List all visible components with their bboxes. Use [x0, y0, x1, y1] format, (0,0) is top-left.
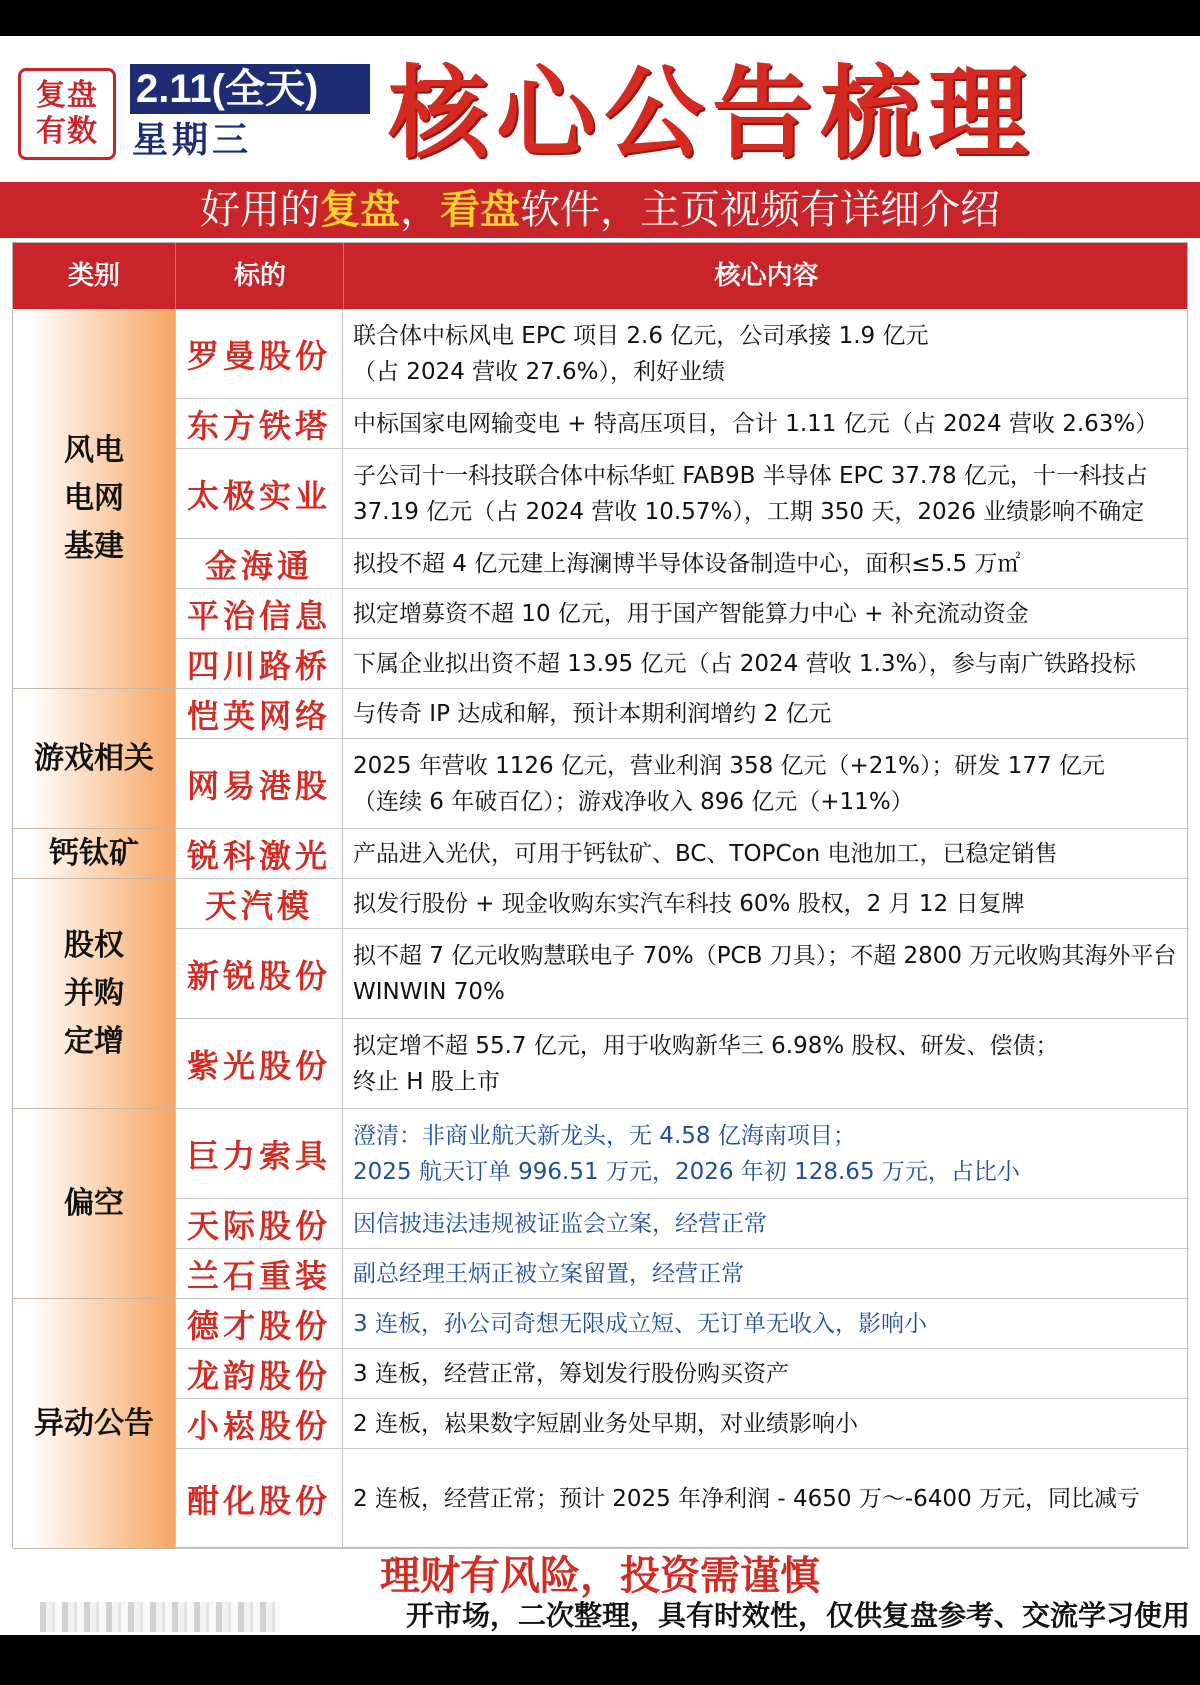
risk-warning: 理财有风险，投资需谨慎 [380, 1553, 820, 1599]
content-line: 2025 年营收 1126 亿元，营业利润 358 亿元（+21%）；研发 177 亿元 [353, 752, 1105, 779]
category-label: 钙钛矿 [49, 835, 139, 871]
stock-name: 紫光股份 [175, 1019, 343, 1108]
category-label: 股权 并购 定增 [64, 927, 124, 1059]
stock-name: 东方铁塔 [175, 399, 343, 448]
category-cell [13, 689, 175, 829]
category-cell [13, 1109, 175, 1299]
seal-line-1: 复盘 [36, 78, 98, 113]
table-row [175, 1249, 1189, 1299]
banner-text-3: 软件，主页视频有详细介绍 [520, 187, 1000, 233]
content-line: 下属企业拟出资不超 13.95 亿元（占 2024 营收 1.3%），参与南广铁路投标 [353, 650, 1136, 677]
content-line: 与传奇 IP 达成和解，预计本期利润增约 2 亿元 [353, 700, 832, 727]
category-cell [13, 1299, 175, 1549]
category-cell [13, 879, 175, 1109]
page-title: 核心公告梳理 [388, 55, 1036, 172]
table-row [175, 1449, 1189, 1549]
header-category: 类别 [67, 261, 120, 291]
stock-name: 锐科激光 [175, 829, 343, 878]
content-line: 37.19 亿元（占 2024 营收 10.57%），工期 350 天，2026 业绩影响不确定 [353, 498, 1145, 525]
category-cell [13, 829, 175, 879]
table-row [175, 449, 1189, 539]
promo-banner [0, 182, 1200, 238]
table-row [175, 929, 1189, 1019]
stock-name: 酣化股份 [175, 1449, 343, 1548]
announcement-content [343, 1349, 1189, 1398]
table-row [175, 689, 1189, 739]
page [0, 36, 1200, 1635]
disclaimer: 开市场，二次整理，具有时效性，仅供复盘参考、交流学习使用 [405, 1599, 1190, 1632]
content-line: 副总经理王炳正被立案留置，经营正常 [353, 1260, 744, 1287]
announcement-content [343, 689, 1189, 738]
content-line: WINWIN 70% [353, 978, 505, 1005]
logo-seal [18, 68, 116, 160]
table-row [175, 639, 1189, 689]
table-row [175, 1199, 1189, 1249]
table-row [175, 1109, 1189, 1199]
banner-highlight-2: 看盘 [440, 187, 520, 233]
content-line: 因信披违法违规被证监会立案，经营正常 [353, 1210, 767, 1237]
announcement-content [343, 1299, 1189, 1348]
content-line: 拟投不超 4 亿元建上海澜博半导体设备制造中心，面积≤5.5 万㎡ [353, 550, 1021, 577]
announcement-content [343, 929, 1189, 1018]
content-line: 子公司十一科技联合体中标华虹 FAB9B 半导体 EPC 37.78 亿元，十一科技占 [353, 462, 1148, 489]
stock-name: 四川路桥 [175, 639, 343, 688]
banner-text-1: 好用的 [200, 187, 320, 233]
stock-name: 天汽模 [175, 879, 343, 928]
content-line: 终止 H 股上市 [353, 1068, 500, 1095]
table-row [175, 829, 1189, 879]
content-line: 2 连板，崧果数字短剧业务处早期，对业绩影响小 [353, 1410, 858, 1437]
header-content: 核心内容 [343, 243, 1189, 309]
content-line: 拟定增不超 55.7 亿元，用于收购新华三 6.98% 股权、研发、偿债； [353, 1032, 1059, 1059]
table-row [175, 399, 1189, 449]
header-stock: 标的 [175, 243, 344, 309]
stock-name: 德才股份 [175, 1299, 343, 1348]
announcement-content [343, 309, 1189, 398]
table-row [175, 309, 1189, 399]
content-line: 3 连板，经营正常，筹划发行股份购买资产 [353, 1360, 789, 1387]
table-row [175, 539, 1189, 589]
announcement-content [343, 589, 1189, 638]
table-row [175, 1299, 1189, 1349]
table-row [175, 879, 1189, 929]
announcement-content [343, 1399, 1189, 1448]
announcement-content [343, 739, 1189, 828]
content-line: 联合体中标风电 EPC 项目 2.6 亿元，公司承接 1.9 亿元 [353, 322, 929, 349]
category-label: 偏空 [64, 1185, 124, 1221]
weekday: 星期三 [132, 119, 253, 161]
content-line: 拟定增募资不超 10 亿元，用于国产智能算力中心 + 补充流动资金 [353, 600, 1029, 627]
stock-name: 平治信息 [175, 589, 343, 638]
category-label: 风电 电网 基建 [64, 432, 124, 564]
banner-highlight-1: 复盘 [320, 187, 400, 233]
announcement-content [343, 399, 1189, 448]
content-line: 中标国家电网输变电 + 特高压项目，合计 1.11 亿元（占 2024 营收 2.63%） [353, 410, 1159, 437]
stock-name: 小崧股份 [175, 1399, 343, 1448]
stock-name: 金海通 [175, 539, 343, 588]
stock-name: 网易港股 [175, 739, 343, 828]
announcement-content [343, 449, 1189, 538]
date-badge: 2.11(全天) [130, 64, 370, 114]
category-cell [13, 309, 175, 689]
content-line: 澄清：非商业航天新龙头，无 4.58 亿海南项目； [353, 1122, 856, 1149]
content-line: （连续 6 年破百亿）；游戏净收入 896 亿元（+11%） [353, 788, 914, 815]
content-line: 2025 航天订单 996.51 万元，2026 年初 128.65 万元，占比小 [353, 1158, 1020, 1185]
stock-name: 天际股份 [175, 1199, 343, 1248]
announcement-content [343, 639, 1189, 688]
stock-name: 兰石重装 [175, 1249, 343, 1298]
stock-name: 恺英网络 [175, 689, 343, 738]
content-line: 产品进入光伏，可用于钙钛矿、BC、TOPCon 电池加工，已稳定销售 [353, 840, 1058, 867]
announcement-content [343, 1109, 1189, 1198]
table-row [175, 589, 1189, 639]
content-line: 拟发行股份 + 现金收购东实汽车科技 60% 股权，2 月 12 日复牌 [353, 890, 1025, 917]
table-row [175, 739, 1189, 829]
content-line: 2 连板，经营正常；预计 2025 年净利润 - 4650 万～-6400 万元，同比减亏 [353, 1485, 1141, 1512]
table-row [175, 1019, 1189, 1109]
announcement-content [343, 829, 1189, 878]
announcement-content [343, 1449, 1189, 1548]
seal-line-2: 有数 [36, 114, 98, 149]
banner-text-2: ， [400, 187, 440, 233]
announcement-content [343, 539, 1189, 588]
announcement-table [12, 242, 1188, 1548]
announcement-content [343, 1249, 1189, 1298]
table-row [175, 1349, 1189, 1399]
table-row [175, 1399, 1189, 1449]
stock-name: 龙韵股份 [175, 1349, 343, 1398]
content-line: （占 2024 营收 27.6%），利好业绩 [353, 358, 726, 385]
stock-name: 太极实业 [175, 449, 343, 538]
content-line: 3 连板，孙公司奇想无限成立短、无订单无收入，影响小 [353, 1310, 927, 1337]
announcement-content [343, 1199, 1189, 1248]
announcement-content [343, 879, 1189, 928]
category-label: 异动公告 [34, 1405, 154, 1441]
table-header [13, 243, 1187, 309]
stock-name: 巨力索具 [175, 1109, 343, 1198]
category-label: 游戏相关 [34, 740, 154, 776]
stock-name: 新锐股份 [175, 929, 343, 1018]
announcement-content [343, 1019, 1189, 1108]
content-line: 拟不超 7 亿元收购慧联电子 70%（PCB 刀具）；不超 2800 万元收购其海外平台 [353, 942, 1177, 969]
stock-name: 罗曼股份 [175, 309, 343, 398]
